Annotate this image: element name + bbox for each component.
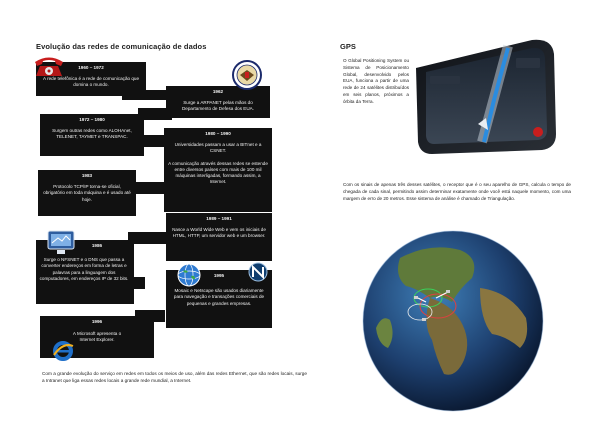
earth-satellites-image	[360, 228, 546, 414]
timeline-event-1972	[40, 114, 144, 156]
event-text: A rede telefônica é a rede de comunicação que domina o mundo.	[42, 76, 140, 88]
event-text: Protocolo TCP/IP torna-se oficial, obrigatório em toda máquina e é usado até hoje.	[43, 184, 131, 202]
timeline-event-1983	[38, 170, 136, 216]
gps-description: O Global Positioning System ou Sistema de Posicionamento Global, desenvolvido pelos EUA, funciona a partir de uma rede de 24 satélites distribuídos em seis planos, próximos a órbita da Terra.	[343, 58, 409, 104]
event-year: 1983	[81, 173, 93, 178]
gps-paragraph: Com os sinais de apenas três desses satélites, o receptor que é o seu aparelho de GPS, calcula o tempo de chegada de cada sinal, permitindo assim determinar exatamente onde você está naquele momento, com uma margem de erro de 20 metros. Esse sistema de análise é chamado de Triangulação.	[343, 182, 571, 201]
timeline-event-1962	[166, 86, 270, 118]
event-text: Surgem outras redes como ALOHAnet, TELENET, TAYMET e TRANSPAC.	[52, 128, 132, 140]
event-text: Surge o NFSNET e o DNS que passa a converter endereços em forma de letras e palavras para a linguagem dos computadores, em endereços IP de 32 bits.	[39, 257, 129, 281]
netscape-logo-icon	[248, 262, 268, 282]
internet-explorer-logo-icon	[52, 340, 74, 362]
event-year: 1989 – 1991	[206, 216, 232, 221]
timeline-event-1980	[164, 128, 272, 212]
event-year: 1960 – 1972	[78, 65, 104, 70]
event-text-extended: A comunicação através dessas redes se estende entre diversos países com mais de 100 mil máquinas interligadas, formando assim, a Internet.	[168, 160, 268, 185]
event-year: 1986	[91, 243, 103, 248]
event-text: Nasce a World Wide Web e vem os iniciais de HTML, HTTP, um servidor web e um browser.	[172, 227, 266, 239]
event-year: 1995	[213, 273, 225, 278]
page-title: Evolução das redes de comunicação de dados	[36, 42, 207, 51]
event-text: Universidades passam a usar a BITnet e a CSNET.	[174, 142, 262, 154]
event-text: Mosaic e Netscape são usados diariamente para navegação e transações comerciais de pequenas e grandes empresas.	[173, 288, 265, 306]
event-year: 1996	[91, 319, 103, 324]
event-year: 1972 – 1980	[79, 117, 105, 122]
department-of-defense-seal-icon	[232, 60, 262, 90]
timeline-event-1989	[166, 213, 272, 261]
desktop-computer-icon	[46, 230, 76, 256]
event-year: 1962	[212, 89, 224, 94]
gps-title: GPS	[340, 42, 356, 51]
event-text: Surge a ARPANET pelas mãos do Departamento de Defesa dos EUA.	[181, 100, 254, 112]
globe-network-icon	[176, 262, 202, 288]
event-text: A Microsoft apresenta o Internet Explorer.	[72, 331, 122, 343]
footer-text: Com a grande evolução do serviço em redes em todos os meios de uso, além das redes Ethernet, que são redes locais, surge a Intranet que liga essas redes locais a grande rede mundial, a Internet.	[42, 371, 307, 383]
event-year: 1980 – 1990	[205, 131, 231, 136]
red-telephone-icon	[32, 52, 66, 78]
gps-device-image	[412, 38, 558, 156]
